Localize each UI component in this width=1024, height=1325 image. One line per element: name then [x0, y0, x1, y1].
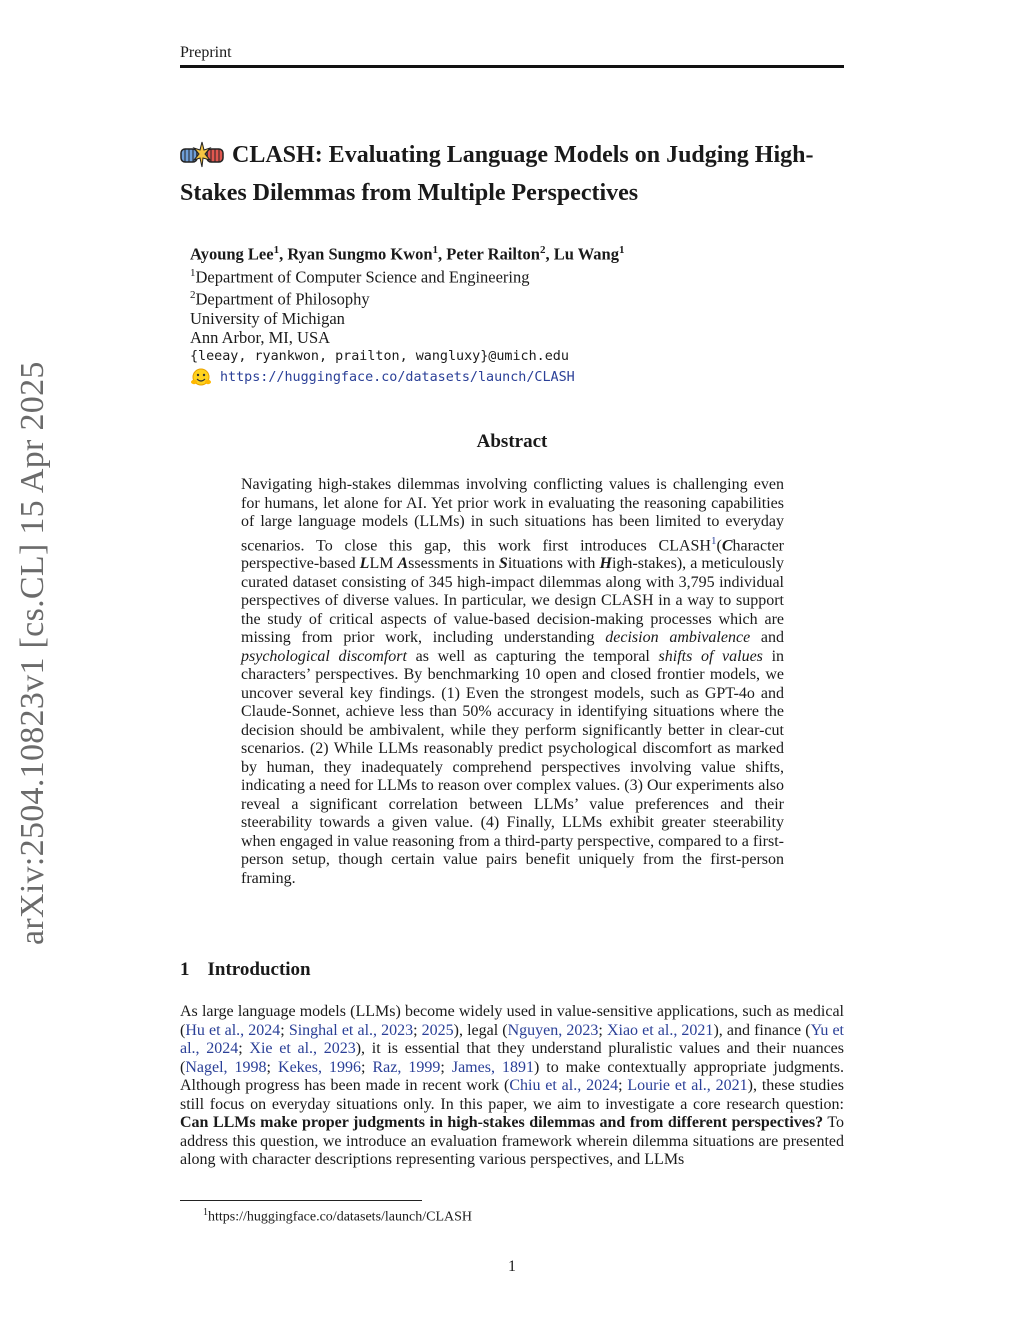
citation-link[interactable]: Hu et al., 2024 [185, 1021, 281, 1039]
hugging-face-icon [190, 368, 212, 386]
citation-link[interactable]: Nguyen, 2023 [507, 1021, 599, 1039]
introduction-text: As large language models (LLMs) become widely used in value-sensitive applications, such as medical (Hu et al., 2024; Singhal et al., 2023; 2025), legal (Nguyen, 2023; Xiao et al., 2021), and finance (Yu et al., 2024; Xie et al., 2023), it is essential that they understand pluralistic values and their nuances (Nagel, 1998; Kekes, 1996; Raz, 1999; James, 1891) to make contextually appropriate judgments. Although progress has been made in recent work (Chiu et al., 2024; Lourie et al., 2021), these studies still focus on everyday situations only. In this paper, we aim to investigate a core research question: Can LLMs make proper judgments in high-stakes dilemmas and from different perspectives? To address this question, we introduce an evaluation framework wherein dilemma situations are presented along with character descriptions representing various perspectives, and LLMs [180, 1003, 845, 1168]
citation-link[interactable]: James, 1891 [451, 1058, 534, 1076]
author-separator: , [545, 244, 554, 264]
citation-link[interactable]: Lourie et al., 2021 [627, 1077, 748, 1094]
author-affiliation-marker: 2 [539, 244, 546, 256]
author-affiliation-marker: 1 [432, 244, 439, 256]
research-question: Can LLMs make proper judgments in high-stakes dilemmas and from different perspectives? [180, 1114, 824, 1131]
arxiv-identifier: arXiv:2504.10823v1 [cs.CL] 15 Apr 2025 [14, 361, 51, 945]
footnote-url[interactable]: https://huggingface.co/datasets/launch/CLASH [208, 1209, 473, 1225]
footnote-marker[interactable]: 1 [710, 534, 717, 547]
affiliation-2: $^2$Department of Philosophy [190, 289, 370, 309]
author-names [190, 241, 850, 264]
footnote: $^1$https://huggingface.co/datasets/launch/CLASH [203, 1207, 473, 1225]
author-separator: , [279, 244, 288, 264]
citation-link[interactable]: 2025 [421, 1021, 454, 1039]
author-separator: , [438, 244, 447, 264]
clashing-fists-icon [180, 140, 224, 170]
citation-link[interactable]: Nagel, 1998 [185, 1058, 267, 1076]
section-heading-introduction: 1 Introduction [180, 959, 311, 980]
abstract-heading: Abstract [476, 431, 548, 452]
header-rule [180, 65, 844, 68]
page-number: 1 [508, 1258, 516, 1275]
dataset-link-row [190, 368, 850, 387]
author-name: Lu Wang [553, 244, 619, 264]
citation-link[interactable]: Kekes, 1996 [278, 1058, 362, 1076]
author-affiliation-marker: 1 [273, 244, 280, 256]
running-header: Preprint [180, 44, 232, 61]
citation-link[interactable]: Chiu et al., 2024 [509, 1077, 619, 1094]
citation-link[interactable]: Yu et al., 2024 [180, 1021, 845, 1057]
author-block [190, 241, 850, 387]
title-line-2: Stakes Dilemmas from Multiple Perspectives [180, 180, 639, 206]
paper-title [180, 140, 850, 207]
dataset-link[interactable]: https://huggingface.co/datasets/launch/CLASH [220, 369, 575, 385]
university: University of Michigan [190, 308, 345, 328]
citation-link[interactable]: Raz, 1999 [372, 1058, 441, 1076]
abstract-text: Navigating high-stakes dilemmas involving conflicting values is challenging even for humans, let alone for AI. Yet prior work in evaluating the reasoning capabilities of large language models (LLMs) in such situations has been limited to everyday scenarios. To close this gap, this work first introduces CLASH$^1$(Character perspective-based LLM Assessments in Situations with High-stakes), a meticulously curated dataset consisting of 345 high-impact dilemmas along with 3,795 individual perspectives of diverse values. In particular, we design CLASH in a way to support the study of critical aspects of value-based decision-making processes which are missing from prior work, including understanding decision ambivalence and psychological discomfort as well as capturing the temporal shifts of values in characters’ perspectives. By benchmarking 10 open and closed frontier models, we uncover several key findings. (1) Even the strongest models, such as GPT-4o and Claude-Sonnet, achieve less than 50% accuracy in identifying situations where the decision should be ambivalent, while they perform significantly better in clear-cut scenarios. (2) While LLMs reasonably predict psychological discomfort as marked by human, they inadequately comprehend perspectives involving value shifts, indicating a need for LLMs to reason over complex values. (3) Our experiments also reveal a significant correlation between LLMs’ value preferences and their steerability towards a given value. (4) Finally, LLMs exhibit greater steerability when engaged in value reasoning from a third-party perspective, compared to a first-person setup, though certain value pairs benefit uniquely from the first-person framing. [241, 476, 785, 887]
footnote-rule [180, 1200, 422, 1201]
title-line-1: CLASH: Evaluating Language Models on Judging High- [232, 142, 814, 168]
citation-link[interactable]: Xiao et al., 2021 [606, 1021, 714, 1039]
citation-link[interactable]: Xie et al., 2023 [249, 1040, 356, 1057]
location: Ann Arbor, MI, USA [190, 327, 331, 347]
author-name: Ryan Sungmo Kwon [287, 244, 433, 264]
author-emails: {leeay, ryankwon, prailton, wangluxy}@umich.edu [190, 348, 569, 364]
author-affiliation-marker: 1 [618, 244, 625, 256]
author-name: Ayoung Lee [190, 244, 274, 264]
author-name: Peter Railton [446, 244, 540, 264]
citation-link[interactable]: Singhal et al., 2023 [288, 1021, 414, 1039]
affiliation-1: $^1$Department of Computer Science and Engineering [190, 266, 530, 286]
